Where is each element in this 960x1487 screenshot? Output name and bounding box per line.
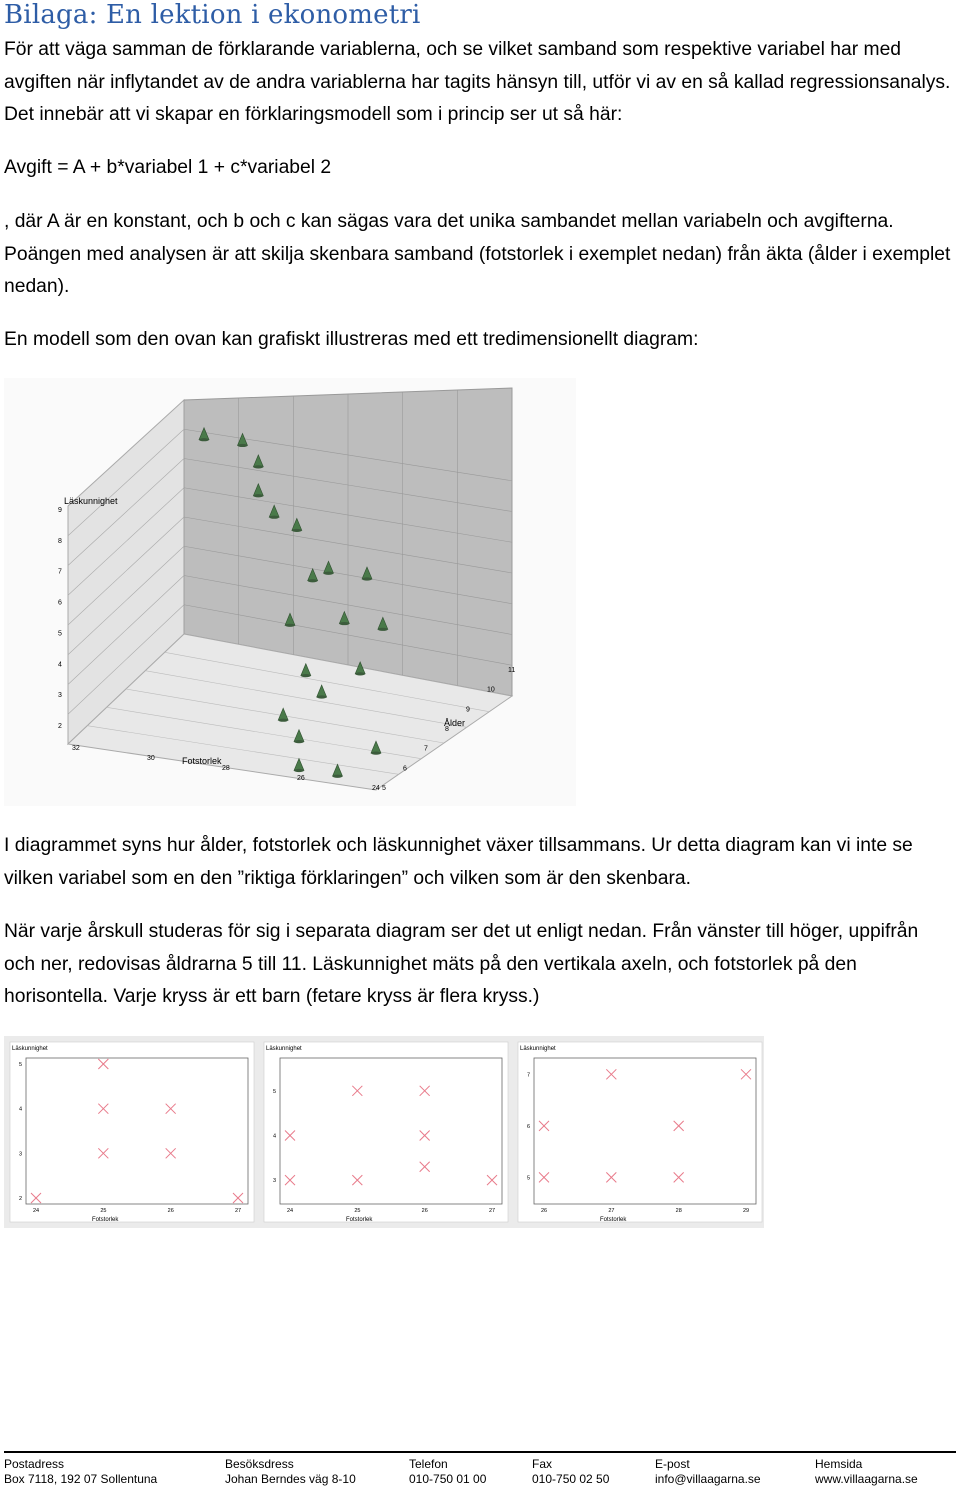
footer-value: Johan Berndes väg 8-10	[225, 1472, 356, 1486]
age-scatter-chart	[518, 1042, 762, 1223]
footer-value: info@villaagarna.se	[655, 1472, 761, 1486]
footer-epost	[655, 1457, 761, 1487]
document-heading: Bilaga: En lektion i ekonometri	[4, 0, 421, 30]
y-tick-label: 4	[273, 1133, 277, 1140]
footer-value: Box 7118, 192 07 Sollentuna	[4, 1472, 158, 1486]
footer-value: 010-750 02 50	[532, 1472, 610, 1486]
x-tick-label: 28	[675, 1208, 682, 1214]
x-tick-label: 30	[147, 755, 155, 762]
y-axis-label: Läskunnighet	[266, 1046, 302, 1052]
footer-label: Fax	[532, 1457, 553, 1471]
footer-label: Telefon	[409, 1457, 448, 1471]
paragraph-formula: Avgift = A + b*variabel 1 + c*variabel 2	[4, 157, 332, 178]
z-tick-label: 6	[403, 765, 407, 773]
footer-besoksadress	[225, 1457, 356, 1487]
x-tick-label: 32	[72, 745, 80, 752]
z-tick-label: 11	[508, 667, 516, 674]
paragraph-explanation: , där A är en konstant, och b och c kan sägas vara det unika sambandet mellan variabeln och avgifterna. Poängen med analysen är att skilja skenbara samband (fotstorlek i exemplet nedan) från äkta (ålder i exemplet nedan).	[4, 211, 951, 297]
y-tick-label: 5	[527, 1175, 531, 1182]
3d-scatter-chart	[4, 378, 576, 806]
paragraph-diagram-comment: I diagrammet syns hur ålder, fotstorlek och läskunnighet växer tillsammans. Ur detta diagram kan vi inte se vilken variabel som en den ”riktiga förklaringen” och vilken som är den skenbara.	[4, 835, 913, 889]
per-age-scatter-charts	[4, 1036, 764, 1228]
paragraph-per-age-intro: När varje årskull studeras för sig i separata diagram ser det ut enligt nedan. Från vänster till höger, uppifrån och ner, redovisas åldrarna 5 till 11. Läskunnighet mäts på den vertikala axeln, och fotstorlek på den horisontella. Varje kryss är ett barn (fetare kryss är flera kryss.)	[4, 921, 919, 1007]
z-axis-label: Ålder	[444, 718, 466, 728]
footer-value: 010-750 01 00	[409, 1472, 487, 1486]
footer-telefon	[409, 1457, 486, 1487]
y-axis-label: Läskunnighet	[520, 1046, 556, 1052]
y-tick-label: 9	[58, 507, 62, 514]
y-tick-label: 6	[527, 1123, 531, 1130]
y-axis-label: Läskunnighet	[12, 1046, 48, 1052]
x-tick-label: 24	[33, 1208, 40, 1214]
x-tick-label: 25	[354, 1208, 361, 1214]
x-tick-label: 26	[541, 1208, 548, 1214]
footer-hemsida	[815, 1457, 918, 1487]
y-tick-label: 7	[527, 1072, 531, 1079]
page-footer	[4, 1451, 956, 1485]
x-tick-label: 26	[297, 775, 305, 782]
y-tick-label: 2	[19, 1196, 23, 1202]
x-tick-label: 28	[222, 765, 230, 772]
z-tick-label: 9	[466, 706, 470, 714]
y-tick-label: 5	[273, 1088, 277, 1095]
y-tick-label: 5	[19, 1062, 23, 1068]
footer-postadress	[4, 1457, 157, 1487]
y-tick-label: 3	[19, 1151, 23, 1158]
footer-fax	[532, 1457, 609, 1487]
age-scatter-chart	[264, 1042, 508, 1223]
y-tick-label: 5	[58, 630, 62, 638]
y-axis-label: Läskunnighet	[64, 496, 118, 506]
y-tick-label: 4	[19, 1106, 23, 1113]
y-tick-label: 6	[58, 599, 62, 607]
x-tick-label: 24	[372, 785, 380, 792]
footer-label: Postadress	[4, 1457, 65, 1471]
footer-label: Hemsida	[815, 1457, 863, 1471]
x-tick-label: 29	[743, 1208, 750, 1214]
footer-value: www.villaagarna.se	[815, 1472, 918, 1486]
x-tick-label: 25	[100, 1208, 107, 1214]
y-tick-label: 4	[58, 661, 62, 669]
x-axis-label: Fotstorlek	[600, 1217, 627, 1223]
y-tick-label: 7	[58, 568, 62, 576]
y-tick-label: 3	[273, 1178, 277, 1185]
x-tick-label: 26	[167, 1208, 174, 1214]
x-axis-label: Fotstorlek	[182, 756, 222, 766]
z-tick-label: 5	[382, 785, 386, 792]
x-axis-label: Fotstorlek	[346, 1217, 373, 1223]
x-tick-label: 26	[421, 1208, 428, 1214]
x-tick-label: 27	[608, 1208, 615, 1214]
z-tick-label: 8	[445, 726, 449, 733]
footer-label: Besöksdress	[225, 1457, 294, 1471]
y-tick-label: 3	[58, 692, 62, 700]
z-tick-label: 7	[424, 745, 428, 753]
y-tick-label: 8	[58, 537, 62, 545]
footer-label: E-post	[655, 1457, 690, 1471]
x-axis-label: Fotstorlek	[92, 1217, 119, 1223]
age-scatter-chart	[10, 1042, 254, 1223]
paragraph-figure-intro: En modell som den ovan kan grafiskt illustreras med ett tredimensionellt diagram:	[4, 329, 699, 350]
z-tick-label: 10	[487, 686, 495, 694]
paragraph-intro: För att väga samman de förklarande variablerna, och se vilket samband som respektive variabel har med avgiften när inflytandet av de andra variablerna har tagits hänsyn till, utför vi av en så kallad regressionsanalys. Det innebär att vi skapar en förklaringsmodell som i princip ser ut så här:	[4, 39, 951, 125]
y-tick-label: 2	[58, 723, 62, 730]
x-tick-label: 24	[287, 1208, 294, 1214]
x-tick-label: 27	[489, 1208, 496, 1214]
x-tick-label: 27	[235, 1208, 242, 1214]
